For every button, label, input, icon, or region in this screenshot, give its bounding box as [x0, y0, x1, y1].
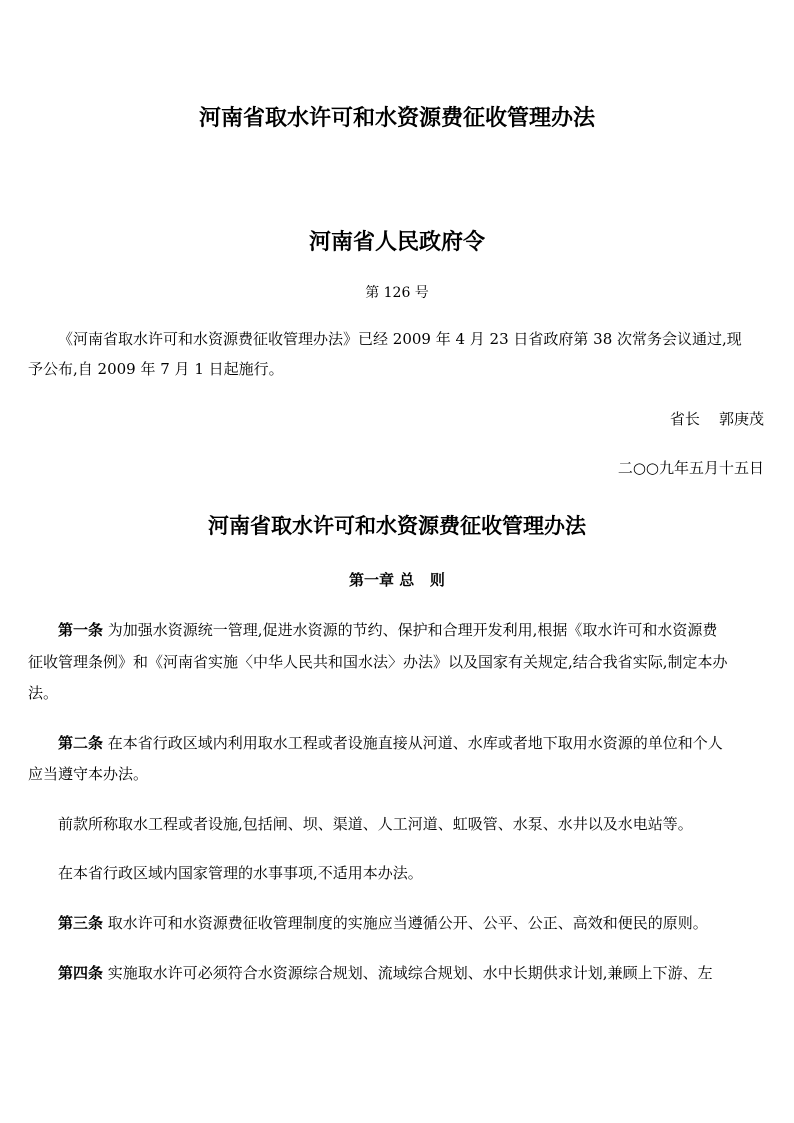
article-4	[58, 963, 713, 983]
regulation-title: 河南省取水许可和水资源费征收管理办法	[208, 513, 586, 538]
decree-signer: 省长 郭庚茂	[669, 410, 764, 428]
article-1-line-1	[58, 620, 717, 640]
decree-title: 河南省人民政府令	[308, 229, 485, 255]
article-1-line-2: 征收管理条例》和《河南省实施〈中华人民共和国水法〉办法》以及国家有关规定,结合我省实际,制定本办	[28, 653, 728, 671]
article-2-text: 在本省行政区域内利用取水工程或者设施直接从河道、水库或者地下取用水资源的单位和个人	[107, 734, 723, 752]
article-1-line-3: 法。	[28, 684, 59, 702]
decree-intro-line-2: 予公布,自 2009 年 7 月 1 日起施行。	[28, 360, 284, 378]
decree-intro-line-1: 《河南省取水许可和水资源费征收管理办法》已经 2009 年 4 月 23 日省政府第 38 次常务会议通过,现	[58, 330, 742, 348]
article-3	[58, 913, 708, 933]
article-2-paragraph-3: 在本省行政区域内国家管理的水事事项,不适用本办法。	[58, 864, 423, 882]
article-2-label: 第二条	[58, 734, 104, 752]
article-1-label: 第一条	[58, 621, 104, 639]
document-title: 河南省取水许可和水资源费征收管理办法	[198, 105, 595, 131]
chapter-1-heading: 第一章 总 则	[349, 571, 445, 589]
article-2-paragraph-2: 前款所称取水工程或者设施,包括闸、坝、渠道、人工河道、虹吸管、水泵、水井以及水电站等。	[58, 815, 693, 833]
article-2-line-1	[58, 733, 723, 753]
article-3-text: 取水许可和水资源费征收管理制度的实施应当遵循公开、公平、公正、高效和便民的原则。	[107, 914, 708, 932]
article-1-text: 为加强水资源统一管理,促进水资源的节约、保护和合理开发利用,根据《取水许可和水资源费	[107, 621, 718, 639]
decree-number: 第 126 号	[365, 285, 429, 301]
article-4-label: 第四条	[58, 964, 104, 982]
decree-date: 二○○九年五月十五日	[617, 459, 764, 477]
article-2-line-2: 应当遵守本办法。	[28, 765, 149, 783]
article-4-text: 实施取水许可必须符合水资源综合规划、流域综合规划、水中长期供求计划,兼顾上下游、左	[107, 964, 713, 982]
article-3-label: 第三条	[58, 914, 104, 932]
